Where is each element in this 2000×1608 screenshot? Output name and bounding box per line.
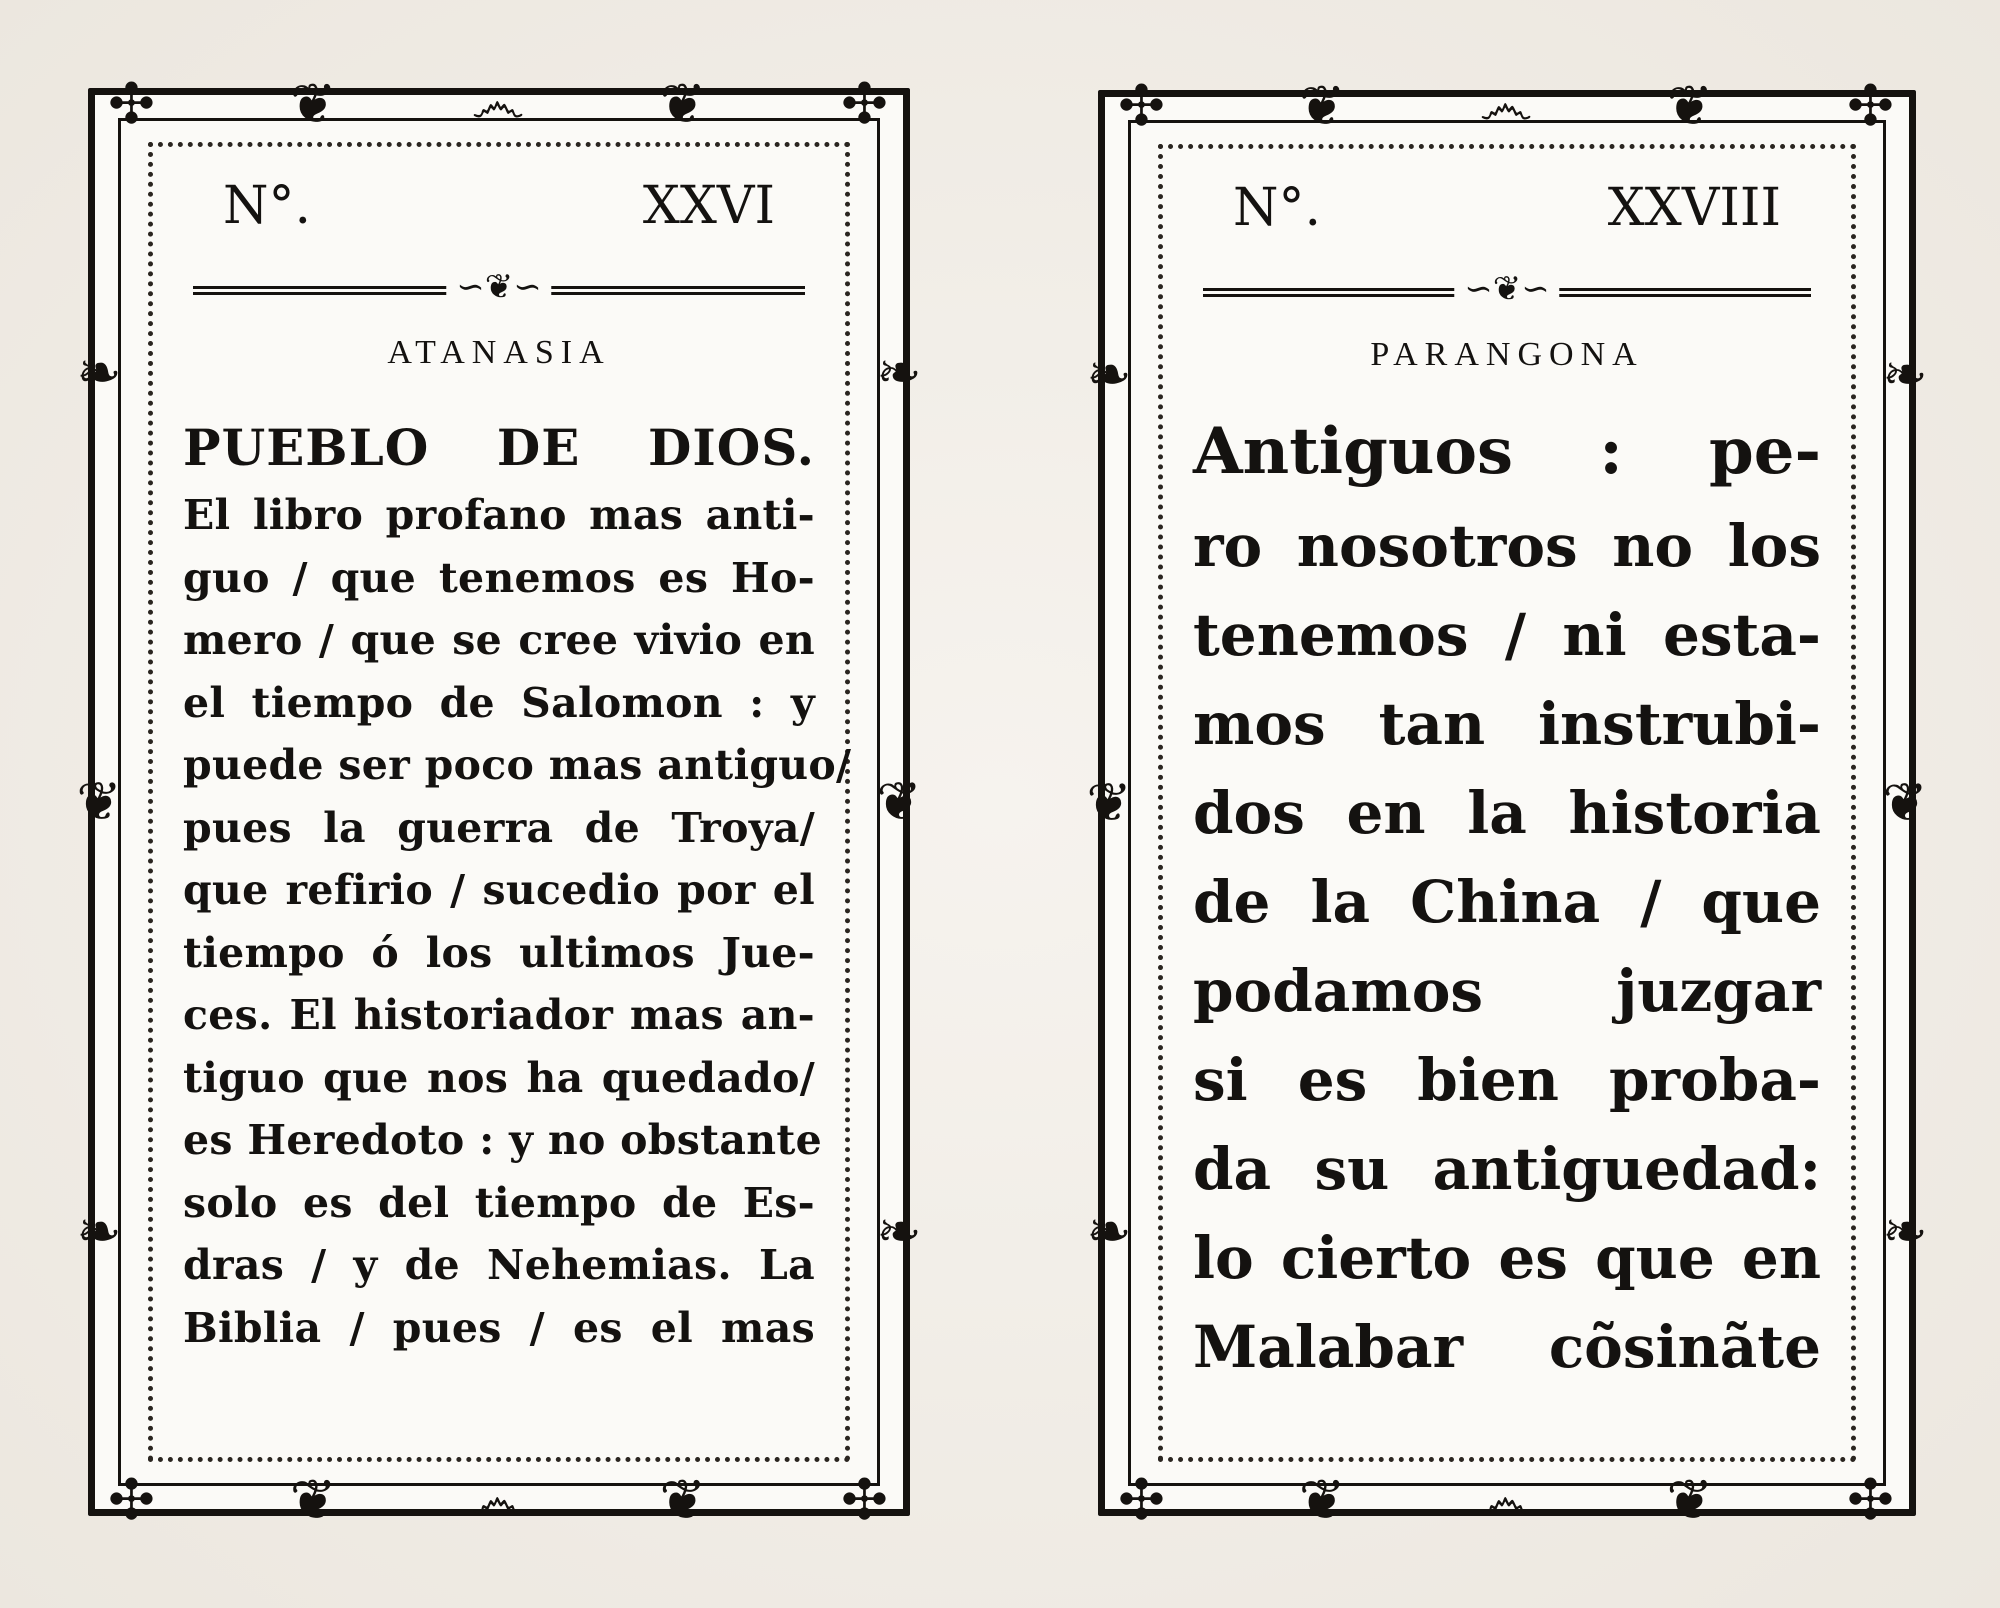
text-line: Antiguos : pe- [1193, 414, 1821, 489]
specimen-text [1193, 402, 1821, 1392]
text-line: de la China / que [1193, 868, 1821, 936]
text-line: tiguo que nos ha quedado/ [183, 1053, 815, 1102]
ornament-left: ❧ ❦ ❧ [1086, 342, 1132, 1264]
specimen-number: XXVIII [1607, 178, 1781, 238]
text-line: que refirio / sucedio por el [183, 866, 815, 914]
flourish-ornament: ∽❦∽ [446, 268, 551, 306]
text-line: mero / que se cree vivio en [183, 616, 815, 664]
text-line: mos tan instrubi- [1193, 690, 1821, 758]
text-line: podamos juzgar [1193, 957, 1821, 1025]
ornament-right: ❧ ❦ ❧ [1882, 342, 1928, 1264]
flourish-ornament: ∽❦∽ [1454, 270, 1559, 308]
text-line: ces. El historiador mas an- [183, 991, 815, 1039]
text-line: Malabar cõsinãte [1193, 1313, 1821, 1381]
text-line: tenemos / ni esta- [1193, 601, 1821, 669]
specimen-page-right [1086, 76, 1928, 1530]
text-line: tiempo ó los ultimos Jue- [183, 928, 815, 977]
specimen-header [1193, 178, 1821, 258]
ornament-left: ❧ ❦ ❧ [76, 341, 122, 1263]
type-name: ATANASIA [387, 334, 611, 371]
number-label: N°. [223, 176, 312, 236]
text-line: pues la guerra de Troya/ [183, 803, 815, 852]
text-line: El libro profano mas anti- [183, 491, 815, 539]
specimen-text [183, 412, 852, 1359]
text-line: solo es del tiempo de Es- [183, 1178, 815, 1227]
text-line: si es bien proba- [1193, 1046, 1821, 1114]
text-line: es Heredoto : y no obstante [183, 1116, 822, 1164]
page-content [183, 168, 852, 1436]
text-line: lo cierto es que en [1193, 1224, 1821, 1292]
text-line: puede ser poco mas antiguo/ [183, 741, 852, 789]
ornamental-rule [193, 267, 805, 307]
type-name: PARANGONA [1370, 336, 1644, 373]
number-label: N°. [1233, 178, 1322, 238]
ornament-bottom: ✣ ❦ ෴ ❦ ✣ [108, 1470, 890, 1530]
text-line: da su antiguedad: [1193, 1135, 1821, 1203]
specimen-number: XXVI [642, 176, 775, 236]
text-line: dras / y de Nehemias. La [183, 1241, 815, 1289]
text-line: dos en la historia [1193, 779, 1821, 847]
specimen-page-left [76, 74, 922, 1530]
page-content [1193, 170, 1821, 1436]
text-line: el tiempo de Salomon : y [183, 678, 815, 727]
text-line: PUEBLO DE DIOS. [183, 418, 815, 477]
ornament-bottom: ✣ ❦ ෴ ❦ ✣ [1118, 1470, 1896, 1530]
ornamental-rule [1203, 269, 1811, 309]
ornament-right: ❧ ❦ ❧ [876, 341, 922, 1263]
ornament-top: ✣ ❦ ෴ ❦ ✣ [1118, 76, 1896, 136]
text-line: ro nosotros no los [1193, 512, 1821, 580]
ornament-top: ✣ ❦ ෴ ❦ ✣ [108, 74, 890, 134]
specimen-header [183, 176, 815, 256]
text-line: Biblia / pues / es el mas [183, 1303, 815, 1352]
text-line: guo / que tenemos es Ho- [183, 553, 815, 602]
